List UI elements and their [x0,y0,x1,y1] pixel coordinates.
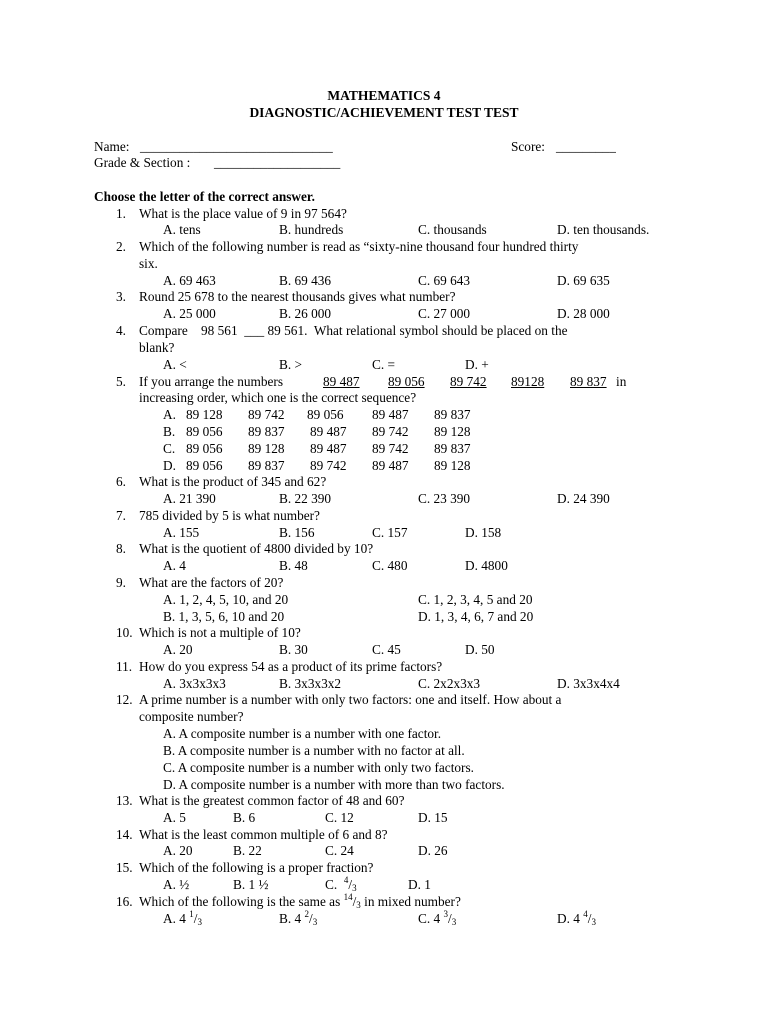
question-number: 2. [116,239,126,254]
choice-b[interactable]: B. > [279,357,303,372]
choice-letter: C. [325,877,338,892]
question-text: Compare 98 561 ___ 89 561. What relational symbol should be placed on the [139,323,568,338]
question-number: 7. [116,508,126,523]
fraction-numerator: 2 [304,909,309,919]
grade-section-label: Grade & Section : [94,155,191,170]
question-number: 15. [116,860,133,875]
question-number: 11. [116,659,133,674]
question-text: What is the product of 345 and 62? [139,474,327,489]
choice-value: 89 837 [434,441,471,456]
choice-value: 89 742 [310,458,347,473]
instructions: Choose the letter of the correct answer. [94,189,315,204]
name-label: Name: [94,139,130,154]
question-number: 1. [116,206,126,221]
question-text: What is the least common multiple of 6 and 8? [139,827,388,842]
choice-value: 89 742 [372,424,409,439]
choice-c[interactable]: C. 2x2x3x3 [418,676,481,691]
fraction-denominator: 3 [451,917,457,927]
choice-b[interactable]: B. hundreds [279,222,344,237]
choice-c[interactable]: C. thousands [418,222,487,237]
question-text: What is the quotient of 4800 divided by 10? [139,541,374,556]
choice-b[interactable]: B. A composite number is a number with no factor at all. [163,743,465,758]
fraction-denominator: 3 [591,917,596,927]
choice-b[interactable]: B. 1, 3, 5, 6, 10 and 20 [163,609,285,624]
score-blank[interactable]: _________ [556,139,616,154]
question-text-end: in [616,374,627,389]
question-number: 5. [116,374,126,389]
choice-a[interactable]: A. < [163,357,187,372]
choice-a[interactable]: A. 25 000 [163,306,216,321]
choice-b[interactable]: B. 156 [279,525,315,540]
choice-a[interactable]: A. [163,407,176,422]
sequence-number: 89 837 [570,374,607,389]
choice-d[interactable]: D. 3x3x4x4 [557,676,620,691]
question-number: 3. [116,289,126,304]
choice-b[interactable]: B. 4 $^2/_3$ [279,909,318,927]
choice-c[interactable]: C. $^4/_3$ [325,875,357,893]
choice-d[interactable]: D. 50 [465,642,495,657]
choice-c[interactable]: C. 12 [325,810,354,825]
choice-a[interactable]: A. tens [163,222,201,237]
choice-a[interactable]: A. 155 [163,525,200,540]
choice-whole: D. 4 [557,911,580,926]
choice-c[interactable]: C. A composite number is a number with only two factors. [163,760,474,775]
fraction-numerator: 14 [343,892,353,902]
question-text: What is the place value of 9 in 97 564? [139,206,347,221]
choice-c[interactable]: C. 23 390 [418,491,471,506]
fraction-numerator: 1 [189,909,194,919]
grade-section-blank[interactable]: ___________________ [214,155,341,170]
choice-b[interactable]: B. 22 390 [279,491,332,506]
choice-value: 89 056 [307,407,344,422]
choice-a[interactable]: A. 20 [163,642,193,657]
choice-c[interactable]: C. 24 [325,843,354,858]
question-number: 14. [116,827,133,842]
question-number: 16. [116,894,133,909]
choice-value: 89 742 [372,441,409,456]
choice-b[interactable]: B. 22 [233,843,262,858]
fraction-denominator: 3 [312,917,318,927]
question-number: 9. [116,575,126,590]
choice-b[interactable]: B. 1 ½ [233,877,269,892]
choice-value: 89 487 [372,407,409,422]
choice-c[interactable]: C. 157 [372,525,408,540]
choice-value: 89 056 [186,424,223,439]
choice-a[interactable]: A. 21 390 [163,491,216,506]
question-text-cont: six. [139,256,158,271]
choice-c[interactable]: C. 1, 2, 3, 4, 5 and 20 [418,592,533,607]
choice-a[interactable]: A. 3x3x3x3 [163,676,226,691]
choice-a[interactable]: A. 69 463 [163,273,216,288]
choice-value: 89 837 [248,458,285,473]
question-text-cont: blank? [139,340,175,355]
fraction-numerator: 4 [583,909,588,919]
question-text: A prime number is a number with only two factors: one and itself. How about a [139,692,562,707]
choice-d[interactable]: D. 28 000 [557,306,610,321]
choice-value: 89 128 [248,441,285,456]
choice-value: 89 742 [248,407,285,422]
fraction-denominator: 3 [197,917,202,927]
fraction-denominator: 3 [356,900,361,910]
choice-d[interactable]: D. 1 [408,877,431,892]
choice-whole: A. 4 [163,911,186,926]
choice-d[interactable]: D. ten thousands. [557,222,650,237]
choice-b[interactable]: B. 30 [279,642,308,657]
choice-value: 89 837 [248,424,285,439]
choice-d[interactable]: D. 4800 [465,558,508,573]
score-label: Score: [511,139,545,154]
fraction-numerator: 4 [343,875,349,885]
choice-a[interactable]: A. 4 [163,558,186,573]
question-text-cont: increasing order, which one is the correct sequence? [139,390,417,405]
sequence-number: 89 742 [450,374,487,389]
question-text: Which is not a multiple of 10? [139,625,301,640]
choice-c[interactable]: C. 45 [372,642,401,657]
fraction-numerator: 3 [443,909,448,919]
sequence-number: 89128 [511,374,545,389]
choice-b[interactable]: B. 6 [233,810,256,825]
choice-d[interactable]: D. 69 635 [557,273,610,288]
question-text: What is the greatest common factor of 48 and 60? [139,793,405,808]
choice-value: 89 056 [186,441,223,456]
choice-b[interactable]: B. 3x3x3x2 [279,676,342,691]
choice-a[interactable]: A. A composite number is a number with one factor. [163,726,442,741]
question-number: 10. [116,625,133,640]
choice-d[interactable]: D. 15 [418,810,448,825]
question-number: 4. [116,323,126,338]
choice-d[interactable]: D. A composite number is a number with more than two factors. [163,777,505,792]
choice-a[interactable]: A. 4 $^1/_3$ [163,909,202,927]
page-subtitle: DIAGNOSTIC/ACHIEVEMENT TEST TEST [249,105,519,120]
question-number: 13. [116,793,133,808]
question-text-post: in mixed number? [364,894,461,909]
choice-value: 89 487 [372,458,409,473]
choice-value: 89 128 [186,407,223,422]
choice-a[interactable]: A. 1, 2, 4, 5, 10, and 20 [163,592,289,607]
choice-value: 89 056 [186,458,223,473]
question-text: What are the factors of 20? [139,575,284,590]
choice-value: 89 487 [310,441,347,456]
choice-c[interactable]: C. 69 643 [418,273,471,288]
name-blank[interactable]: _____________________________ [140,139,333,154]
question-number: 6. [116,474,126,489]
choice-c[interactable]: C. 480 [372,558,408,573]
choice-d[interactable]: D. + [465,357,489,372]
choice-b[interactable]: B. 26 000 [279,306,332,321]
choice-value: 89 128 [434,424,471,439]
choice-b[interactable]: B. 69 436 [279,273,332,288]
choice-b[interactable]: B. [163,424,176,439]
choice-value: 89 487 [310,424,347,439]
choice-a[interactable]: A. 20 [163,843,193,858]
sequence-number: 89 487 [323,374,360,389]
question-text-cont: composite number? [139,709,244,724]
choice-c[interactable]: C. [163,441,176,456]
question-number: 12. [116,692,133,707]
choice-value: 89 837 [434,407,471,422]
choice-a[interactable]: A. ½ [163,877,190,892]
question-text: Which of the following is a proper fraction? [139,860,374,875]
choice-whole: B. 4 [279,911,302,926]
choice-c[interactable]: C. = [372,357,396,372]
page-title: MATHEMATICS 4 [327,88,441,103]
choice-d[interactable]: D. [163,458,176,473]
choice-d[interactable]: D. 4 $^4/_3$ [557,909,596,927]
question-text: If you arrange the numbers [139,374,283,389]
choice-a[interactable]: A. 5 [163,810,186,825]
question-text: 785 divided by 5 is what number? [139,508,320,523]
choice-b[interactable]: B. 48 [279,558,308,573]
question-number: 8. [116,541,126,556]
question-text: How do you express 54 as a product of its prime factors? [139,659,443,674]
choice-value: 89 128 [434,458,471,473]
choice-c[interactable]: C. 4 $^3/_3$ [418,909,457,927]
fraction-denominator: 3 [352,883,357,893]
choice-whole: C. 4 [418,911,441,926]
question-text: Which of the following is the same as $^{14}/_3$ in mixed number? [139,892,461,910]
question-text: Which of the following number is read as “sixty-nine thousand four hundred thirty [139,239,579,254]
question-text-pre: Which of the following is the same as [139,894,341,909]
choice-c[interactable]: C. 27 000 [418,306,471,321]
choice-d[interactable]: D. 1, 3, 4, 6, 7 and 20 [418,609,534,624]
choice-d[interactable]: D. 24 390 [557,491,610,506]
choice-d[interactable]: D. 26 [418,843,448,858]
question-text: Round 25 678 to the nearest thousands gives what number? [139,289,456,304]
sequence-number: 89 056 [388,374,425,389]
choice-d[interactable]: D. 158 [465,525,502,540]
